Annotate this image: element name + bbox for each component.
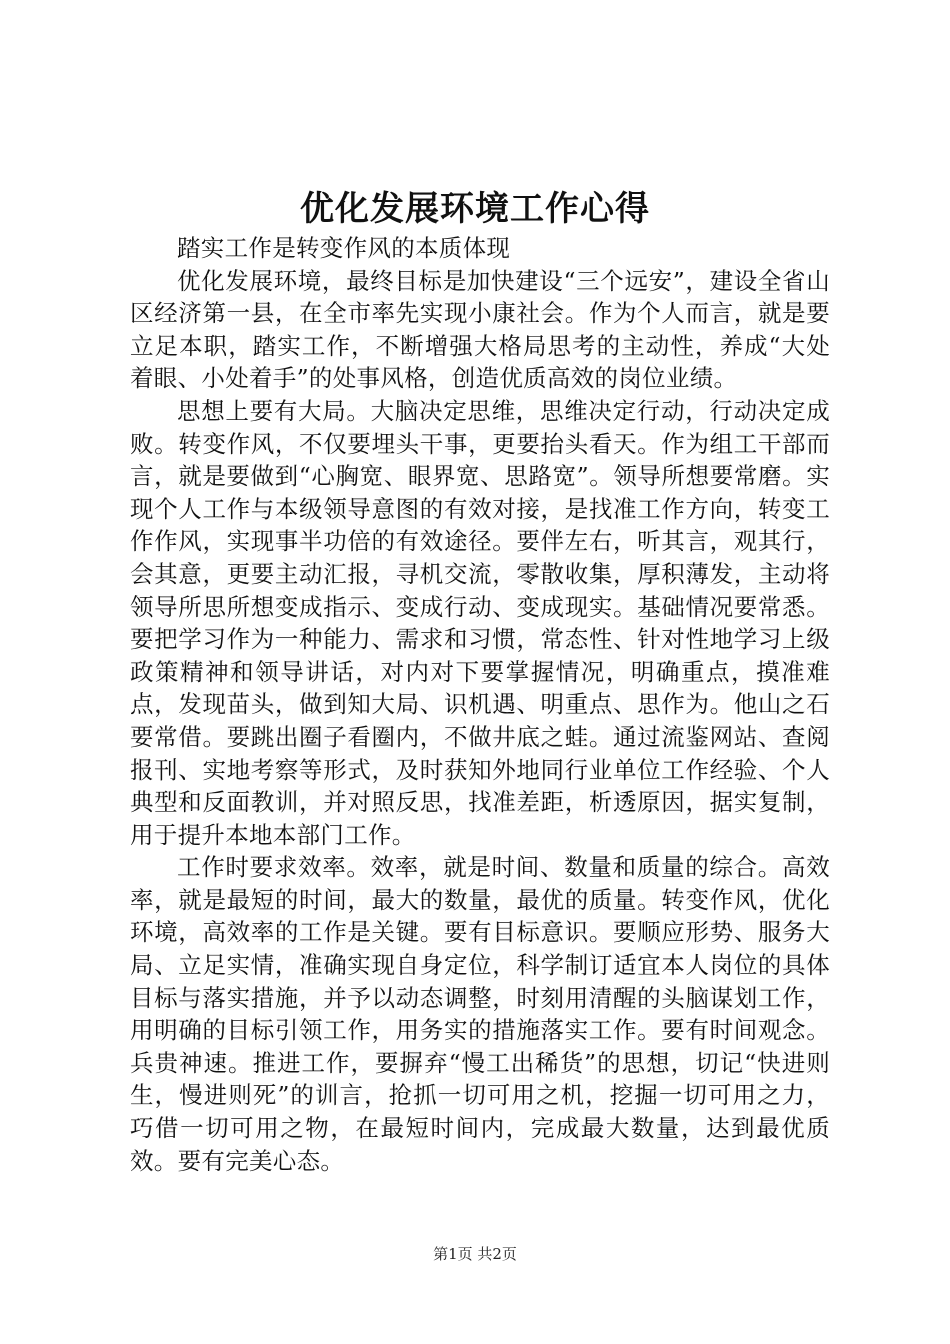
paragraph-subtitle: 踏实工作是转变作风的本质体现 [177, 234, 511, 262]
paragraph: 优化发展环境，最终目标是加快建设“三个远安”，建设全省山区经济第一县，在全市率先实现小康社会。作为个人而言，就是要立足本职，踏实工作，不断增强大格局思考的主动性，养成“大处着眼、小处着手”的处事风格，创造优质高效的岗位业绩。 [130, 266, 830, 393]
paragraph: 工作时要求效率。效率，就是时间、数量和质量的综合。高效率，就是最短的时间，最大的数量，最优的质量。转变作风，优化环境，高效率的工作是关键。要有目标意识。要顺应形势、服务大局、立足实情，准确实现自身定位，科学制订适宜本人岗位的具体目标与落实措施，并予以动态调整，时刻用清醒的头脑谋划工作，用明确的目标引领工作，用务实的措施落实工作。要有时间观念。兵贵神速。推进工作，要摒弃“慢工出稀货”的思想，切记“快进则生，慢进则死”的训言，抢抓一切可用之机，挖掘一切可用之力，巧借一切可用之物，在最短时间内，完成最大数量，达到最优质效。要有完美心态。 [130, 853, 830, 1175]
paragraph: 思想上要有大局。大脑决定思维，思维决定行动，行动决定成败。转变作风，不仅要埋头干事，更要抬头看天。作为组工干部而言，就是要做到“心胸宽、眼界宽、思路宽”。领导所想要常磨。实现个人工作与本级领导意图的有效对接，是找准工作方向，转变工作作风，实现事半功倍的有效途径。要伴左右，听其言，观其行，会其意，更要主动汇报，寻机交流，零散收集，厚积薄发，主动将领导所思所想变成指示、变成行动、变成现实。基础情况要常悉。要把学习作为一种能力、需求和习惯，常态性、针对性地学习上级政策精神和领导讲话，对内对下要掌握情况，明确重点，摸准难点，发现苗头，做到知大局、识机遇、明重点、思作为。他山之石要常借。要跳出圈子看圈内，不做井底之蛙。通过流鉴网站、查阅报刊、实地考察等形式，及时获知外地同行业单位工作经验、个人典型和反面教训，并对照反思，找准差距，析透原因，据实复制，用于提升本地本部门工作。 [130, 396, 830, 849]
document-title: 优化发展环境工作心得 [300, 189, 650, 229]
page-footer: 第1页 共2页 [433, 1245, 517, 1263]
document-body [130, 232, 830, 1177]
